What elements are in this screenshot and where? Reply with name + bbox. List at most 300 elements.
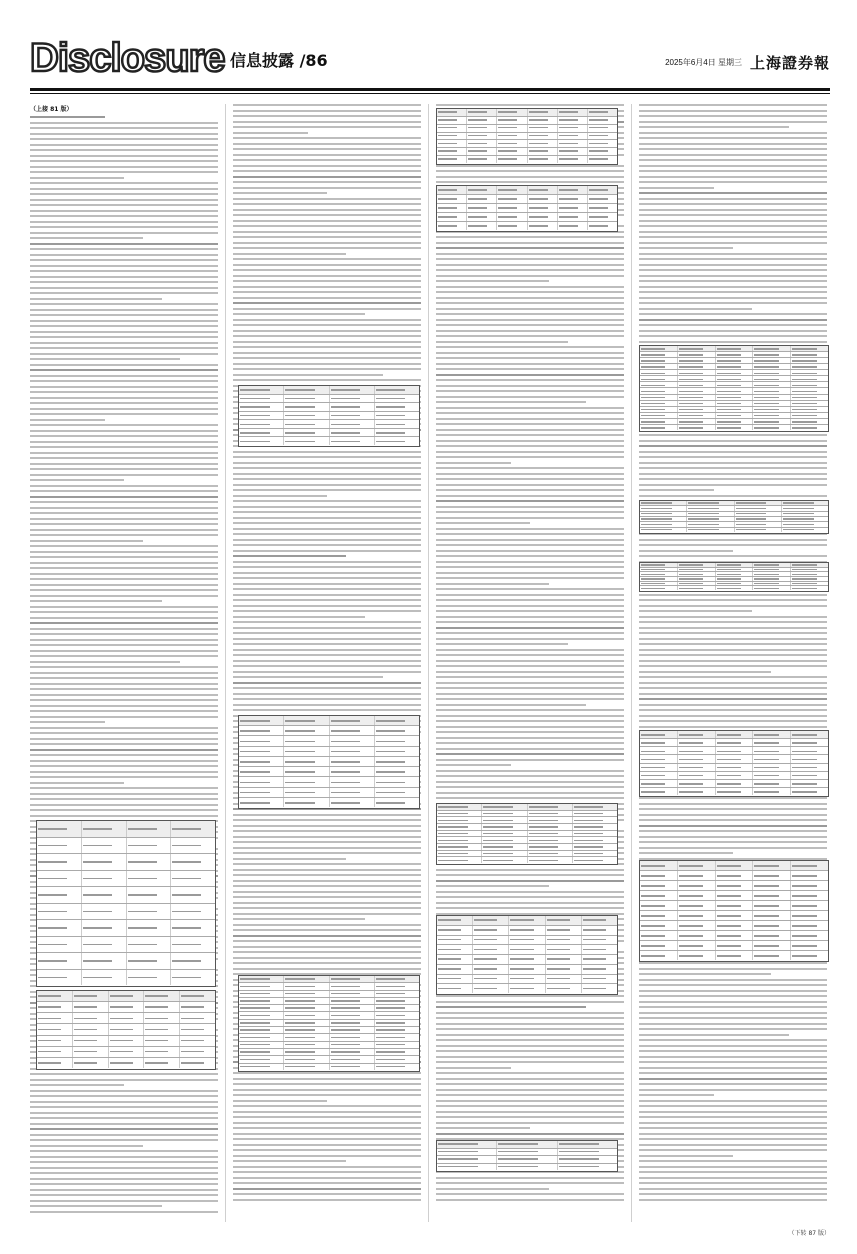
cell-text <box>438 225 457 227</box>
table-cell <box>330 736 375 745</box>
text-line <box>30 452 218 454</box>
cell-text <box>688 502 719 504</box>
text-line <box>233 1122 421 1124</box>
cell-text <box>483 820 513 822</box>
cell-text <box>145 1006 168 1008</box>
cell-text <box>172 960 201 962</box>
table-cell <box>437 213 467 221</box>
text-line <box>639 275 827 277</box>
text-line <box>639 467 827 469</box>
text-line <box>436 495 624 497</box>
cell-text <box>792 391 816 393</box>
text-line <box>30 276 218 278</box>
cell-text <box>38 1051 61 1053</box>
cell-text <box>376 1037 406 1039</box>
table-row <box>640 764 828 772</box>
text-line <box>30 347 218 349</box>
text-line <box>30 556 218 558</box>
table-cell <box>437 1164 497 1171</box>
text-line <box>639 291 827 293</box>
text-line <box>30 144 218 146</box>
text-line <box>30 551 218 553</box>
text-line <box>233 269 421 271</box>
cell-text <box>438 806 468 808</box>
table-row <box>437 117 617 125</box>
column-text <box>639 104 827 1222</box>
table-row <box>239 1027 419 1034</box>
text-line <box>436 517 624 519</box>
table-cell <box>558 195 588 203</box>
text-line <box>639 253 827 255</box>
cell-text <box>792 742 816 744</box>
table-row <box>437 148 617 156</box>
table-cell <box>782 506 828 510</box>
text-line <box>639 1166 827 1168</box>
text-line <box>436 665 624 667</box>
text-line <box>30 529 218 531</box>
text-line <box>639 462 827 464</box>
table-cell <box>330 386 375 394</box>
cell-text <box>754 767 778 769</box>
table-cell <box>284 736 329 745</box>
table-row <box>437 1149 617 1157</box>
cell-text <box>376 1022 406 1024</box>
cell-text <box>510 939 533 941</box>
text-line <box>233 1177 421 1179</box>
table-cell <box>437 857 482 863</box>
cell-text <box>547 968 570 970</box>
table-cell <box>678 572 716 576</box>
masthead <box>30 38 830 82</box>
text-line <box>233 1149 421 1151</box>
text-line <box>233 709 421 711</box>
table-cell <box>640 861 678 870</box>
table-cell <box>37 1047 73 1057</box>
cell-text <box>438 968 461 970</box>
table-cell <box>239 1042 284 1048</box>
table-cell <box>239 386 284 394</box>
table-row <box>437 824 617 831</box>
table-row <box>640 921 828 931</box>
table-cell <box>558 156 588 163</box>
text-line <box>436 418 624 420</box>
cell-text <box>574 840 604 842</box>
cell-text <box>574 806 604 808</box>
cell-text <box>498 207 517 209</box>
table-cell <box>791 376 828 381</box>
text-line <box>436 1133 624 1135</box>
cell-text <box>641 915 665 917</box>
text-line <box>436 572 624 574</box>
table-cell <box>284 798 329 807</box>
text-line <box>436 1012 624 1014</box>
cell-text <box>574 853 604 855</box>
text-line <box>233 682 421 684</box>
cell-text <box>559 111 578 113</box>
cell-text <box>717 397 741 399</box>
table-row <box>239 736 419 746</box>
table-cell <box>73 1058 109 1068</box>
text-line <box>436 1067 511 1069</box>
cell-text <box>128 977 157 979</box>
text-line <box>436 671 624 673</box>
table-cell <box>528 213 558 221</box>
cell-text <box>717 574 741 576</box>
cell-text <box>38 861 67 863</box>
cell-text <box>83 878 112 880</box>
text-line <box>639 797 827 799</box>
text-line <box>30 364 218 366</box>
cell-text <box>754 588 778 590</box>
table-cell <box>284 437 329 445</box>
cell-text <box>641 524 672 526</box>
text-line <box>639 242 827 244</box>
cell-text <box>128 828 157 830</box>
text-line <box>639 220 827 222</box>
table-cell <box>791 941 828 950</box>
cell-text <box>641 379 665 381</box>
cell-text <box>559 1151 599 1153</box>
cell-text <box>498 189 517 191</box>
table-cell <box>284 1020 329 1026</box>
cell-text <box>498 1166 538 1168</box>
table-cell <box>716 764 754 771</box>
text-line <box>639 187 714 189</box>
text-line <box>30 331 218 333</box>
cell-text <box>641 564 665 566</box>
text-line <box>436 280 549 282</box>
text-line <box>233 451 421 453</box>
cell-text <box>547 929 570 931</box>
cell-text <box>529 820 559 822</box>
table-row <box>239 420 419 429</box>
table-cell <box>678 901 716 910</box>
text-line <box>233 830 421 832</box>
cell-text <box>717 742 741 744</box>
cell-text <box>438 988 461 990</box>
text-line <box>639 1177 827 1179</box>
table-cell <box>497 186 527 194</box>
text-line <box>639 616 827 618</box>
table-cell <box>678 568 716 572</box>
table-row <box>37 1058 215 1068</box>
table-header-row <box>239 716 419 726</box>
cell-text <box>172 894 201 896</box>
cell-text <box>331 978 361 980</box>
cell-text <box>641 391 665 393</box>
text-line <box>436 253 624 255</box>
table-row <box>437 817 617 824</box>
text-line <box>233 555 346 557</box>
text-line <box>639 627 827 629</box>
cell-text <box>754 925 778 927</box>
table-cell <box>791 352 828 357</box>
table-cell <box>678 911 716 920</box>
table-cell <box>127 887 172 903</box>
text-line <box>639 143 827 145</box>
cell-text <box>529 143 548 145</box>
cell-text <box>574 820 604 822</box>
text-line <box>233 1188 421 1190</box>
text-line <box>639 979 827 981</box>
table-row <box>437 811 617 818</box>
text-line <box>233 929 421 931</box>
cell-text <box>792 373 816 375</box>
cell-text <box>717 348 741 350</box>
cell-text <box>331 993 361 995</box>
text-line <box>436 753 624 755</box>
text-line <box>30 501 218 503</box>
cell-text <box>181 1006 204 1008</box>
text-line <box>233 819 421 821</box>
text-line <box>30 188 218 190</box>
table-row <box>37 1024 215 1035</box>
text-line <box>233 1171 421 1173</box>
cell-text <box>38 944 67 946</box>
table-cell <box>716 788 754 795</box>
table-cell <box>716 871 754 880</box>
table-cell <box>239 1027 284 1033</box>
text-line <box>436 1193 624 1195</box>
cell-text <box>145 1051 168 1053</box>
table-cell <box>716 382 754 387</box>
cell-text <box>376 1000 406 1002</box>
cell-text <box>754 783 778 785</box>
text-line <box>233 220 421 222</box>
table-cell <box>678 951 716 960</box>
text-line <box>639 610 752 612</box>
table-header-row <box>640 731 828 739</box>
cell-text <box>331 1007 361 1009</box>
table-cell <box>284 767 329 776</box>
text-line <box>639 264 827 266</box>
cell-text <box>754 569 778 571</box>
table-cell <box>573 857 617 863</box>
cell-text <box>792 935 816 937</box>
cell-text <box>468 225 487 227</box>
text-line <box>436 379 624 381</box>
table-cell <box>144 1036 180 1046</box>
text-line <box>233 858 346 860</box>
text-line <box>233 187 421 189</box>
text-line <box>30 1172 218 1174</box>
text-line <box>30 490 218 492</box>
cell-text <box>145 995 168 997</box>
text-line <box>639 1188 827 1190</box>
table-cell <box>588 117 617 124</box>
cell-text <box>792 379 816 381</box>
table-cell <box>37 991 73 1001</box>
table-cell <box>528 156 558 163</box>
text-line <box>639 1144 827 1146</box>
table-cell <box>375 747 419 756</box>
table-row <box>239 983 419 990</box>
table-cell <box>716 352 754 357</box>
text-line <box>30 232 218 234</box>
text-line <box>436 533 624 535</box>
table-header-row <box>37 821 215 838</box>
table-cell <box>716 931 754 940</box>
table-cell <box>82 838 127 854</box>
table-cell <box>497 125 527 132</box>
text-line <box>30 248 218 250</box>
text-line <box>30 1139 218 1141</box>
masthead-right <box>665 52 830 73</box>
table <box>238 975 420 1072</box>
text-column-4 <box>639 104 827 1222</box>
text-line <box>233 308 421 310</box>
text-line <box>30 1150 218 1152</box>
text-line <box>233 214 421 216</box>
table-cell <box>588 195 617 203</box>
cell-text <box>240 802 270 804</box>
table-cell <box>497 204 527 212</box>
table-cell <box>37 970 82 986</box>
cell-text <box>331 741 361 743</box>
table-cell <box>791 419 828 424</box>
cell-text <box>641 513 672 515</box>
cell-text <box>331 406 361 408</box>
cell-text <box>285 1051 315 1053</box>
cell-text <box>128 894 157 896</box>
text-line <box>30 666 218 668</box>
cell-text <box>783 513 814 515</box>
table-cell <box>171 953 215 969</box>
text-line <box>233 286 421 288</box>
text-line <box>30 804 218 806</box>
cell-text <box>754 791 778 793</box>
table-cell <box>782 512 828 516</box>
cell-text <box>529 111 548 113</box>
table-cell <box>716 881 754 890</box>
cell-text <box>679 373 703 375</box>
table-cell <box>375 1034 419 1040</box>
cell-text <box>641 421 665 423</box>
cell-text <box>510 978 533 980</box>
cell-text <box>679 578 703 580</box>
cell-text <box>717 751 741 753</box>
text-line <box>233 132 308 134</box>
table-row <box>640 586 828 590</box>
cell-text <box>285 441 315 443</box>
cell-text <box>589 198 608 200</box>
table-cell <box>437 222 467 230</box>
table-cell <box>330 767 375 776</box>
text-line <box>30 287 218 289</box>
text-line <box>436 258 624 260</box>
text-line <box>639 1028 827 1030</box>
table-header-row <box>437 1141 617 1149</box>
text-line <box>233 621 421 623</box>
cell-text <box>74 995 97 997</box>
table-cell <box>482 811 527 817</box>
table-row <box>640 780 828 788</box>
table-cell <box>482 804 527 810</box>
cell-text <box>83 845 112 847</box>
cell-text <box>589 150 608 152</box>
text-line <box>639 632 827 634</box>
cell-text <box>510 919 533 921</box>
text-line <box>233 1116 421 1118</box>
cell-text <box>38 845 67 847</box>
table-cell <box>437 945 473 954</box>
cell-text <box>376 741 406 743</box>
text-line <box>233 335 421 337</box>
cell-text <box>679 759 703 761</box>
table-cell <box>716 401 754 406</box>
text-line <box>233 368 421 370</box>
cell-text <box>792 421 816 423</box>
text-line <box>30 182 218 184</box>
text-line <box>233 203 421 205</box>
text-line <box>30 1200 218 1202</box>
cell-text <box>145 1062 168 1064</box>
table-cell <box>791 921 828 930</box>
cell-text <box>641 865 665 867</box>
table-cell <box>497 195 527 203</box>
cell-text <box>128 845 157 847</box>
text-line <box>30 738 218 740</box>
cell-text <box>641 360 665 362</box>
cell-text <box>172 977 201 979</box>
text-line <box>233 572 421 574</box>
table-cell <box>239 395 284 403</box>
cell-text <box>285 1022 315 1024</box>
text-line <box>639 132 827 134</box>
table-cell <box>239 976 284 982</box>
cell-text <box>331 986 361 988</box>
table-cell <box>753 951 791 960</box>
cell-text <box>240 432 270 434</box>
cell-text <box>754 583 778 585</box>
cell-text <box>181 1018 204 1020</box>
table-cell <box>330 991 375 997</box>
cell-text <box>679 791 703 793</box>
text-line <box>639 1160 827 1162</box>
cell-text <box>641 783 665 785</box>
cell-text <box>474 958 497 960</box>
table-cell <box>678 577 716 581</box>
text-line <box>30 595 218 597</box>
table-cell <box>582 945 617 954</box>
table-cell <box>528 133 558 140</box>
table-cell <box>640 568 678 572</box>
cell-text <box>583 939 606 941</box>
cell-text <box>498 198 517 200</box>
table-cell <box>437 109 467 116</box>
text-line <box>639 638 827 640</box>
table-cell <box>753 370 791 375</box>
table-cell <box>437 1149 497 1156</box>
table-cell <box>753 577 791 581</box>
text-line <box>639 682 827 684</box>
table-cell <box>678 861 716 870</box>
cell-text <box>688 518 719 520</box>
cell-text <box>717 421 741 423</box>
text-line <box>233 935 421 937</box>
text-line <box>639 594 827 596</box>
table-cell <box>109 1013 145 1023</box>
text-line <box>436 770 624 772</box>
text-line <box>233 165 421 167</box>
text-line <box>233 110 421 112</box>
text-line <box>30 325 218 327</box>
text-line <box>233 159 421 161</box>
table-cell <box>239 1034 284 1040</box>
text-line <box>639 1023 827 1025</box>
cell-text <box>754 385 778 387</box>
table-cell <box>546 984 582 993</box>
